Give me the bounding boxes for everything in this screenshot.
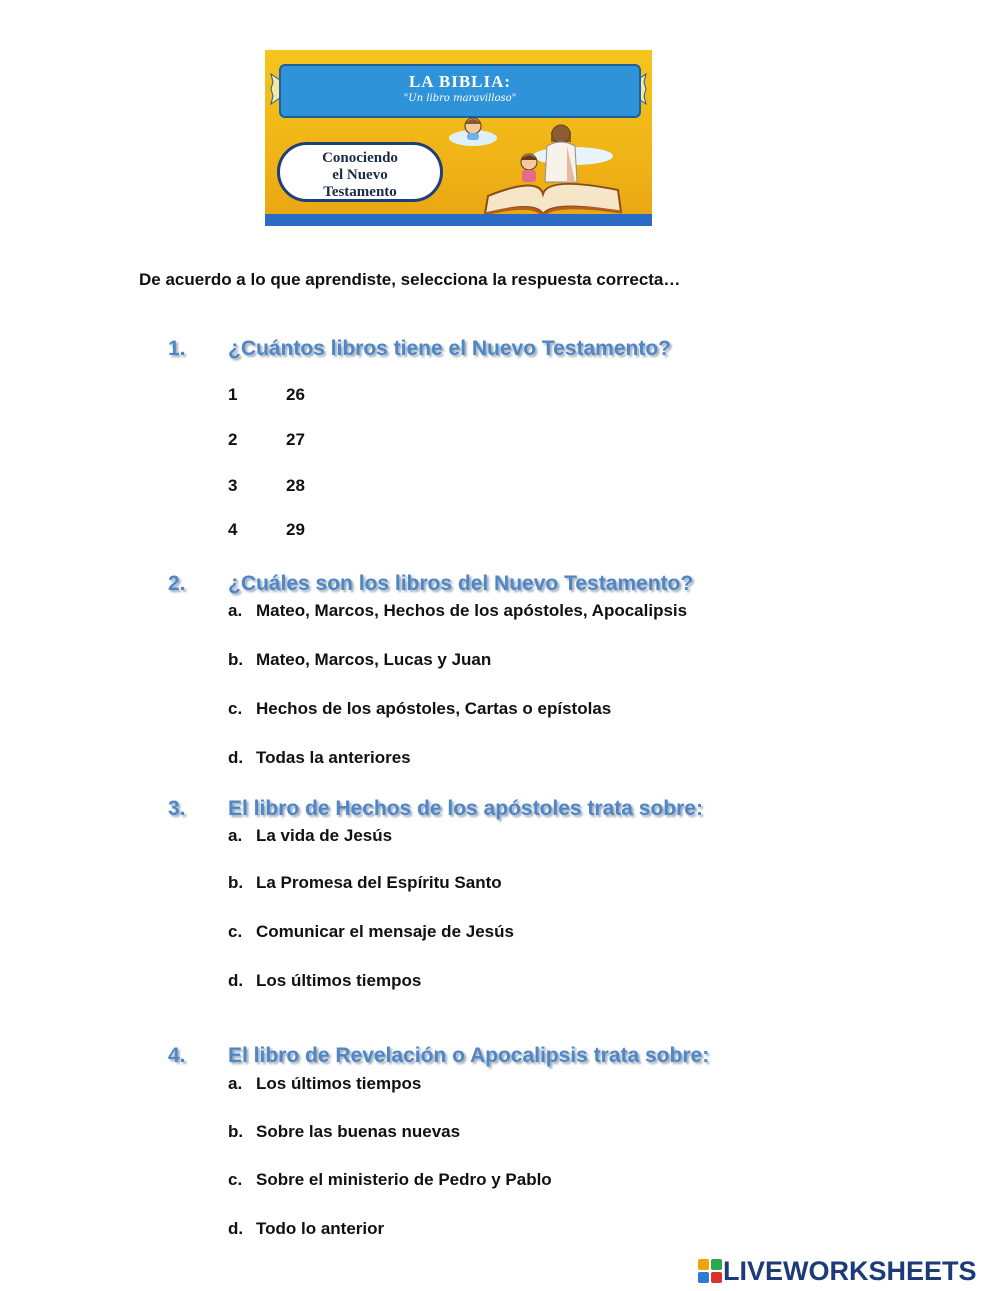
- liveworksheets-logo: [698, 1256, 993, 1286]
- option-text: 27: [286, 430, 305, 449]
- option-text: Sobre el ministerio de Pedro y Pablo: [256, 1170, 552, 1189]
- q1-option-2[interactable]: [228, 430, 305, 452]
- option-key: c.: [228, 1170, 243, 1189]
- option-text: Los últimos tiempos: [256, 1074, 422, 1093]
- option-key: d.: [228, 1219, 244, 1238]
- option-text: Mateo, Marcos, Hechos de los apóstoles, Apocalipsis: [256, 601, 688, 620]
- bubble-line-3: Testamento: [323, 184, 397, 200]
- option-key: 3: [228, 476, 238, 495]
- question-text: El libro de Revelación o Apocalipsis trata sobre:: [228, 1044, 710, 1067]
- question-number: 2.: [168, 572, 186, 595]
- option-key: 1: [228, 385, 238, 404]
- banner-bottom-strip: [265, 214, 652, 226]
- q3-option-a[interactable]: [228, 826, 392, 848]
- q4-option-a[interactable]: [228, 1074, 421, 1096]
- option-text: Todas la anteriores: [256, 748, 411, 767]
- q4-option-c[interactable]: [228, 1170, 552, 1192]
- option-key: b.: [228, 1122, 244, 1141]
- banner-speech-bubble: [277, 142, 443, 202]
- option-key: 2: [228, 430, 238, 449]
- question-number: 3.: [168, 797, 186, 820]
- q1-option-3[interactable]: [228, 476, 305, 498]
- instructions-text: De acuerdo a lo que aprendiste, selecciona la respuesta correcta…: [139, 270, 681, 289]
- q3-option-b[interactable]: [228, 873, 502, 895]
- question-number: 4.: [168, 1044, 186, 1067]
- q3-option-d[interactable]: [228, 971, 421, 993]
- option-text: Los últimos tiempos: [256, 971, 422, 990]
- q1-option-4[interactable]: [228, 520, 305, 542]
- bubble-line-1: Conociendo: [322, 150, 398, 166]
- q4-option-b[interactable]: [228, 1122, 460, 1144]
- question-1-heading: [168, 337, 868, 363]
- banner-title: LA BIBLIA:: [408, 72, 512, 91]
- question-text: ¿Cuáles son los libros del Nuevo Testamento?: [228, 572, 694, 595]
- header-banner-image: [265, 50, 652, 226]
- q2-option-c[interactable]: [228, 699, 611, 721]
- option-text: 26: [286, 385, 305, 404]
- question-number: 1.: [168, 337, 186, 360]
- option-key: a.: [228, 601, 243, 620]
- banner-title-bar: [279, 64, 641, 118]
- option-key: b.: [228, 650, 244, 669]
- option-text: Hechos de los apóstoles, Cartas o epístolas: [256, 699, 612, 718]
- option-text: Todo lo anterior: [256, 1219, 385, 1238]
- question-3-heading: [168, 797, 868, 823]
- q2-option-a[interactable]: [228, 601, 687, 623]
- logo-wordmark: LIVEWORKSHEETS: [723, 1256, 977, 1286]
- q1-option-1[interactable]: [228, 385, 305, 407]
- question-2-heading: [168, 572, 868, 598]
- option-text: Mateo, Marcos, Lucas y Juan: [256, 650, 492, 669]
- option-text: Comunicar el mensaje de Jesús: [256, 922, 514, 941]
- option-key: a.: [228, 1074, 243, 1093]
- banner-subtitle: "Un libro maravilloso": [403, 93, 517, 104]
- liveworksheets-mark-icon: [698, 1259, 722, 1283]
- option-text: 29: [286, 520, 305, 539]
- option-text: 28: [286, 476, 305, 495]
- question-text: El libro de Hechos de los apóstoles trata sobre:: [228, 797, 703, 820]
- option-key: 4: [228, 520, 238, 539]
- q3-option-c[interactable]: [228, 922, 514, 944]
- option-key: c.: [228, 699, 243, 718]
- question-text: ¿Cuántos libros tiene el Nuevo Testamento?: [228, 337, 672, 360]
- bible-children-illustration: [443, 116, 643, 216]
- option-key: c.: [228, 922, 243, 941]
- q2-option-d[interactable]: [228, 748, 411, 770]
- bubble-line-2: el Nuevo: [332, 167, 388, 183]
- option-key: a.: [228, 826, 243, 845]
- option-key: d.: [228, 971, 244, 990]
- q2-option-b[interactable]: [228, 650, 491, 672]
- option-text: La vida de Jesús: [256, 826, 393, 845]
- q4-option-d[interactable]: [228, 1219, 384, 1241]
- option-text: La Promesa del Espíritu Santo: [256, 873, 502, 892]
- option-key: b.: [228, 873, 244, 892]
- question-4-heading: [168, 1044, 868, 1070]
- option-key: d.: [228, 748, 244, 767]
- option-text: Sobre las buenas nuevas: [256, 1122, 461, 1141]
